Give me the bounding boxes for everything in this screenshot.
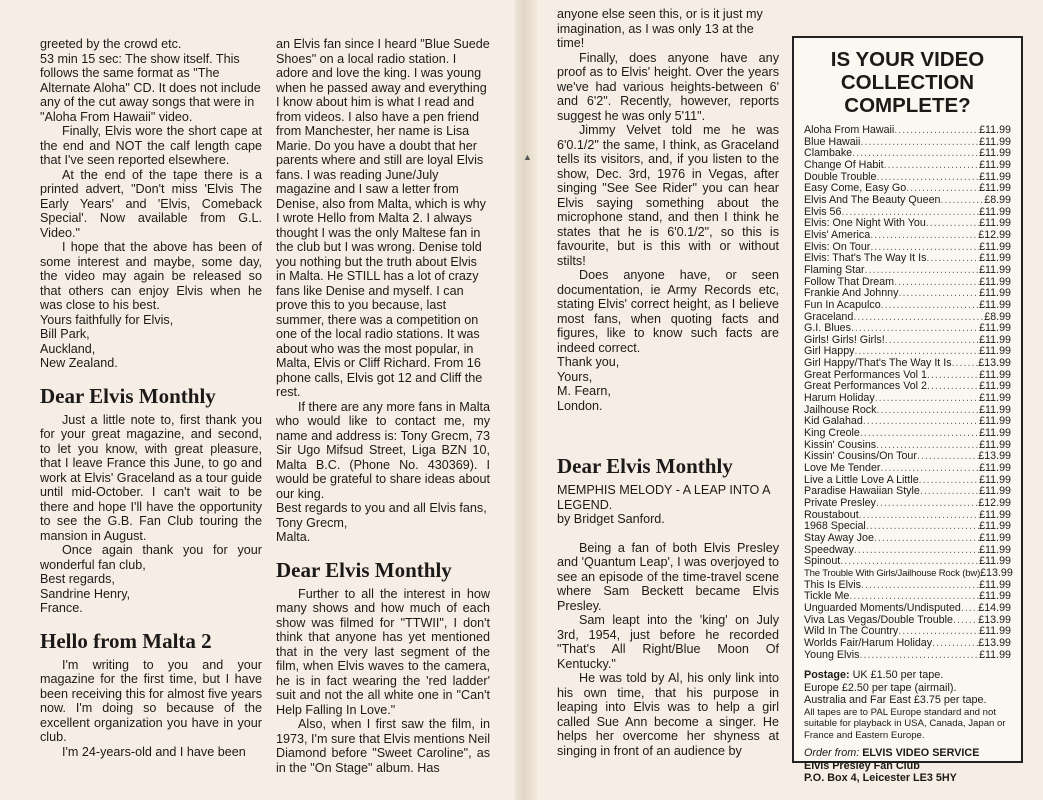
postage-info (804, 669, 1011, 741)
dot-leader (860, 137, 979, 149)
paragraph: I'm 24-years-old and I have been (62, 744, 246, 759)
video-price: £11.99 (979, 438, 1011, 451)
video-title: Girls! Girls! Girls! (804, 333, 885, 346)
price-list-item (804, 498, 1011, 510)
dot-leader (881, 300, 979, 312)
paragraph: Once again thank you for your wonderful fan club, (40, 543, 262, 572)
video-price: £11.99 (979, 333, 1011, 346)
order-info (804, 747, 1011, 785)
video-price: £11.99 (979, 147, 1011, 160)
video-price: £11.99 (979, 217, 1011, 230)
video-price: £11.99 (979, 182, 1011, 195)
dot-leader (961, 603, 978, 615)
dot-leader (853, 312, 984, 324)
dot-leader (898, 288, 979, 300)
dot-leader (859, 650, 979, 662)
pal-note: All tapes are to PAL Europe standard and not suitable for playback in USA, Canada, Japan or France and Eastern Europe. (804, 706, 1006, 741)
video-title: Elvis: One Night With You (804, 217, 926, 230)
video-price: £11.99 (979, 298, 1011, 311)
video-price: £11.99 (979, 543, 1011, 556)
signoff-line: Auckland, (40, 341, 96, 356)
video-title: Change Of Habit (804, 158, 884, 171)
signoff-line: Yours, (557, 369, 593, 384)
video-title: Elvis' America (804, 228, 871, 241)
video-price: £13.99 (978, 613, 1011, 626)
signoff-line: Yours faithfully for Elvis, (40, 312, 174, 327)
video-title: Blue Hawaii (804, 135, 861, 148)
paragraph: I hope that the above has been of some interest and maybe, some day, the video may again be released so that others can enjoy Elvis when he was close to his best. (40, 240, 262, 312)
video-price: £11.99 (979, 462, 1011, 475)
signoff-line: Malta. (276, 530, 311, 544)
video-price: £8.99 (984, 193, 1011, 206)
dot-leader (885, 335, 979, 347)
dot-leader (866, 521, 979, 533)
dot-leader (854, 545, 979, 557)
video-title: Unguarded Moments/Undisputed (804, 601, 961, 614)
video-title: Wild In The Country (804, 625, 899, 638)
paragraph: He was told by Al, his only link into his own time, that his purpose in leaping into Elvis was to help a girl called Sue Ann become a singer. He helps her overcome her shyness at singing in front of an audience by (557, 671, 779, 758)
left-page (0, 0, 515, 800)
signoff-line: France. (40, 601, 83, 615)
video-price: £11.99 (979, 252, 1011, 265)
paragraph: Does anyone have, or seen documentation, ie Army Records etc, stating Elvis' correct height, as I believe most fans, when quoting facts and figures, like to know such facts are indeed correct. (557, 268, 779, 355)
price-list-item (804, 603, 1011, 615)
dot-leader (953, 615, 978, 627)
price-list-item (804, 533, 1011, 545)
paragraph: anyone else seen this, or is it just my imagination, as I was only 13 at the time! (557, 7, 763, 50)
dot-leader (919, 475, 979, 487)
video-title: Elvis: On Tour (804, 240, 871, 253)
signoff-line: Bill Park, (40, 327, 90, 341)
price-list-item (804, 300, 1011, 312)
paragraph: Being a fan of both Elvis Presley and 'Quantum Leap', I was overjoyed to see an episode of the time-travel scene where Sam Beckett became Elvis Presley. (557, 540, 779, 613)
video-price: £8.99 (984, 310, 1011, 323)
video-price: £11.99 (979, 578, 1011, 591)
right-column (557, 7, 779, 758)
letter-subtitle: MEMPHIS MELODY - A LEAP INTO A LEGEND. (557, 483, 770, 512)
video-price: £11.99 (979, 158, 1011, 171)
dot-leader (932, 638, 978, 650)
video-price: £11.99 (979, 368, 1011, 381)
dot-leader (874, 533, 979, 545)
signoff-line: London. (557, 398, 603, 413)
video-price: £13.99 (980, 566, 1013, 579)
dot-leader (876, 405, 979, 417)
dot-leader (870, 230, 978, 242)
video-price: £11.99 (979, 485, 1011, 498)
paragraph: Jimmy Velvet told me he was 6'0.1/2" the same, I think, as Graceland tells its visitors, and, if you listen to the show, Dec. 3rd, 1976 in Vegas, after singing "See See Rider" you can hear Elvis saying something about the microphone stand, and then I think he states that he is 6'0.1/2", so this is favourite, but is this with or without stilts! (557, 123, 779, 268)
left-column-2 (276, 37, 490, 775)
video-price: £11.99 (979, 403, 1011, 416)
video-title: Stay Away Joe (804, 531, 874, 544)
paragraph: Further to all the interest in how many shows and how much of each show was filmed for "TTWII", I don't think that anyone has yet mentioned that in the very last segment of the film, when Elvis waves to the camera, he is in fact wearing the 'red ladder' suit and not the all white one in "Can't Help Falling In Love." (276, 586, 490, 717)
dot-leader (840, 556, 979, 568)
video-price: £13.99 (978, 450, 1011, 463)
signoff-line: New Zealand. (40, 356, 118, 370)
video-title: Live a Little Love A Little (804, 473, 919, 486)
video-title: Worlds Fair/Harum Holiday (804, 636, 933, 649)
paragraph: an Elvis fan since I heard "Blue Suede Shoes" on a local radio station. I adore and love the king. I was young when he passed away and everything I know about him is what I read and from videos. I also have a pen friend from Manchester, her name is Lisa Marie. Do you have a doubt that her parents where and still are loyal Elvis fans. I was reading June/July magazine and I saw a letter from Denise, also from Malta, which is why I wrote Hello from Malta 2. I always thought I was the only Maltese fan in the club but I was wrong. Denise told you nothing but the truth about Elvis in Malta. He STILL has a lot of crazy fans like Denise and myself. I can prove this to you because, last summer, there was a competition on one of the local radio stations. It was about who was the most popular, in Malta, Elvis or Cliff Richard. From 16 phone calls, Elvis got 12 and Cliff the rest. (276, 37, 490, 399)
letter-heading: Dear Elvis Monthly (40, 383, 216, 408)
video-price: £11.99 (979, 240, 1011, 253)
dot-leader (894, 277, 979, 289)
video-title: Elvis And The Beauty Queen (804, 193, 941, 206)
postage-uk: UK £1.50 per tape. (852, 669, 944, 682)
video-title: Follow That Dream (804, 275, 895, 288)
price-list-item (804, 428, 1011, 440)
video-price: £11.99 (979, 415, 1011, 428)
video-price: £11.99 (979, 520, 1011, 533)
video-title: Speedway (804, 543, 854, 556)
price-list-item (804, 568, 1011, 580)
video-price: £11.99 (979, 205, 1011, 218)
signoff-line: M. Fearn, (557, 384, 611, 398)
video-title: Tickle Me (804, 590, 850, 603)
video-title: Kissin' Cousins/On Tour (804, 450, 917, 463)
paragraph: At the end of the tape there is a printed advert, "Don't miss 'Elvis The Early Years' and 'Elvis, Comeback Special'. Now available from G.L. Video." (40, 167, 262, 240)
letter-byline: by Bridget Sanford. (557, 512, 665, 526)
signoff-line: Best regards, (40, 572, 115, 586)
price-list-item (804, 230, 1011, 242)
price-list-item (804, 638, 1011, 650)
dot-leader (920, 486, 979, 498)
advert-title-line-2: COLLECTION COMPLETE? (840, 71, 975, 117)
video-title: Spinout (804, 555, 841, 568)
video-price: £11.99 (979, 648, 1011, 661)
video-title: Viva Las Vegas/Double Trouble (804, 613, 953, 626)
video-title: This Is Elvis (804, 578, 862, 591)
dot-leader (927, 370, 979, 382)
dot-leader (952, 358, 979, 370)
paragraph: Just a little note to, first thank you for your great magazine, and second, to let you know, with great pleasure, that I leave France this June, to go and work at Elvis' Graceland as a tour guide until mid-October. I can't wait to be there and hope I'll have the opportunity to see the G.B. Fan Club touring the mansion in August. (40, 412, 262, 543)
page-gutter (515, 0, 537, 800)
dot-leader (894, 125, 979, 137)
paragraph: Finally, Elvis wore the short cape at the end and NOT the calf length cape that I've seen reported elsewhere. (40, 124, 262, 167)
video-price: £11.99 (979, 263, 1011, 276)
video-price: £11.99 (979, 508, 1011, 521)
video-price: £11.99 (979, 590, 1011, 603)
dot-leader (917, 451, 978, 463)
video-price: £12.99 (978, 497, 1011, 509)
video-title: Kid Galahad (804, 415, 863, 428)
video-price: £11.99 (979, 170, 1011, 183)
video-title: Aloha From Hawaii (804, 124, 895, 136)
video-title: Easy Come, Easy Go (804, 182, 907, 195)
paragraph: greeted by the crowd etc. (40, 37, 182, 51)
letter-heading: Dear Elvis Monthly (557, 454, 733, 478)
video-title: Clambake (804, 147, 853, 160)
video-price: £11.99 (979, 124, 1011, 136)
video-title: Jailhouse Rock (804, 403, 877, 416)
price-list-item (804, 160, 1011, 172)
dot-leader (859, 510, 979, 522)
price-list-item (804, 650, 1011, 662)
price-list-item (804, 393, 1011, 405)
price-list-item (804, 125, 1011, 137)
video-price: £13.99 (978, 636, 1011, 649)
video-title: Elvis: That's The Way It Is (804, 252, 927, 265)
video-price: £11.99 (979, 625, 1011, 638)
video-price: £11.99 (979, 275, 1011, 288)
video-price: £11.99 (979, 473, 1011, 486)
video-price: £11.99 (979, 345, 1011, 358)
order-club: Elvis Presley Fan Club (804, 759, 920, 772)
video-title: Harum Holiday (804, 392, 875, 405)
video-price: £11.99 (979, 392, 1011, 405)
paragraph: Sam leapt into the 'king' on July 3rd, 1954, just before he recorded "That's All Right/Blue Moon Of Kentucky." (557, 613, 779, 671)
video-title: G.I. Blues (804, 322, 851, 335)
paragraph: Also, when I first saw the film, in 1973, I'm sure that Elvis mentions Neil Diamond before "Sweet Caroline", as in the "On Stage" album. Has (276, 717, 490, 775)
price-list-item (804, 265, 1011, 277)
signoff-line: Sandrine Henry, (40, 586, 131, 601)
letter-heading: Hello from Malta 2 (40, 628, 212, 653)
video-title: Love Me Tender (804, 462, 881, 475)
video-title: Roustabout (804, 508, 859, 521)
dot-leader (926, 253, 979, 265)
dot-leader (927, 381, 979, 393)
signoff-line: Tony Grecm, (276, 515, 348, 530)
postage-europe: Europe £2.50 per tape (airmail). (804, 681, 957, 694)
dot-leader (876, 498, 978, 510)
price-list-item (804, 195, 1011, 207)
dot-leader (865, 265, 980, 277)
order-label: Order from: (804, 747, 860, 760)
price-list-item (804, 463, 1011, 475)
video-title: Great Performances Vol 1 (804, 368, 927, 381)
paragraph: I'm writing to you and your magazine for the first time, but I have been receiving this for almost five years now. I'm doing so because of the excellent organization you have in your club. (40, 657, 262, 744)
video-title: Girl Happy/That's The Way It Is (804, 357, 952, 370)
video-price: £11.99 (979, 427, 1011, 440)
letter-heading: Dear Elvis Monthly (276, 557, 452, 582)
signoff-line: Best regards to you and all Elvis fans, (276, 501, 487, 515)
video-price: £12.99 (978, 228, 1011, 241)
dot-leader (861, 580, 979, 592)
video-collection-advert (792, 36, 1023, 785)
video-title: Kissin' Cousins (804, 438, 877, 451)
dot-leader (940, 195, 984, 207)
dot-leader (875, 393, 979, 405)
video-price: £11.99 (979, 322, 1011, 335)
video-title: Young Elvis (804, 648, 860, 661)
paragraph: If there are any more fans in Malta who would like to contact me, my name and address is: Tony Grecm, 73 Sir Ugo Mifsud Street, Liga BZN 10, Malta B.C. (Phone No. 430369). I would be grateful to share ideas about our king. (276, 399, 490, 501)
paragraph: Finally, does anyone have any proof as to Elvis' height. Over the years we've had various heights-between 6' and 6'2". Recently, however, reports suggest he was only 5'11". (557, 50, 779, 123)
dot-leader (863, 416, 979, 428)
video-price: £14.99 (978, 601, 1011, 614)
video-title: Paradise Hawaiian Style (804, 485, 920, 498)
signoff-line: Thank you, (557, 355, 620, 369)
dot-leader (926, 218, 979, 230)
advert-title-line-1: IS YOUR VIDEO (830, 48, 985, 71)
paragraph: 53 min 15 sec: The show itself. This follows the same format as "The Alternate Aloha" CD. It does not include any of the cut away songs that were in "Aloha From Hawaii" video. (40, 51, 261, 124)
advert-title (804, 48, 1011, 117)
dot-leader (880, 463, 979, 475)
video-price: £11.99 (979, 531, 1011, 544)
dot-leader (860, 428, 979, 440)
video-title: Great Performances Vol 2 (804, 380, 927, 393)
video-price: £11.99 (979, 555, 1011, 568)
video-price: £13.99 (978, 357, 1011, 370)
order-service: ELVIS VIDEO SERVICE (862, 747, 980, 760)
gutter-mark: ▲ (523, 152, 532, 162)
dot-leader (884, 160, 979, 172)
postage-label: Postage: (804, 669, 850, 682)
video-title: Flaming Star (804, 263, 865, 276)
video-price: £11.99 (979, 287, 1011, 300)
postage-far-east: Australia and Far East £3.75 per tape. (804, 694, 987, 707)
video-title: Frankie And Johnny (804, 287, 899, 300)
video-price: £11.99 (979, 380, 1011, 393)
order-address: P.O. Box 4, Leicester LE3 5HY (804, 772, 957, 785)
video-title: Graceland (804, 310, 854, 323)
left-column-1 (40, 37, 262, 759)
video-price: £11.99 (979, 135, 1011, 148)
video-title: King Creole (804, 427, 860, 440)
video-title: Elvis 56 (804, 205, 842, 218)
video-title: The Trouble With Girls/Jailhouse Rock (bw) (804, 567, 981, 579)
price-list (804, 125, 1011, 661)
video-title: 1968 Special (804, 520, 866, 533)
video-title: Fun In Acapulco (804, 298, 881, 311)
video-title: Girl Happy (804, 345, 855, 358)
video-title: Double Trouble (804, 170, 877, 183)
video-title: Private Presley (804, 497, 876, 509)
